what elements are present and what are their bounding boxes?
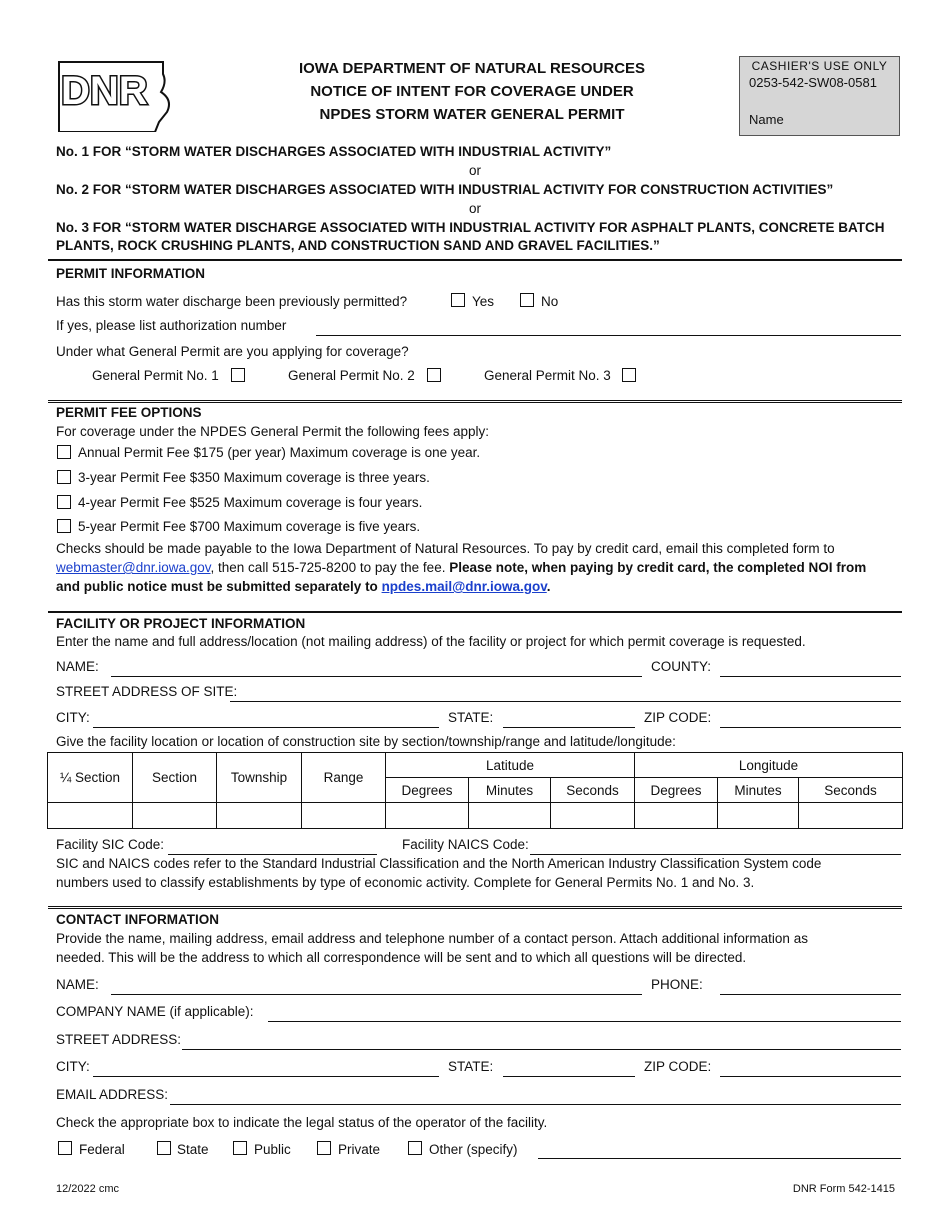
divider: [48, 400, 902, 403]
permit-no-3a: No. 3 FOR “STORM WATER DISCHARGE ASSOCIATED WITH INDUSTRIAL ACTIVITY FOR ASPHALT PLANTS, CONCRETE BATCH: [56, 220, 885, 235]
contact-name-field[interactable]: [111, 980, 642, 995]
contact-title: CONTACT INFORMATION: [56, 912, 219, 927]
fee-annual-checkbox[interactable]: [57, 445, 71, 459]
no-checkbox[interactable]: [520, 293, 534, 307]
yes-label: Yes: [472, 294, 495, 309]
state-label: State: [177, 1142, 209, 1157]
private-label: Private: [338, 1142, 381, 1157]
col-long-seconds: Seconds: [799, 778, 903, 803]
facility-name-label: NAME:: [56, 659, 99, 674]
col-latitude: Latitude: [386, 753, 635, 778]
naics-field[interactable]: [530, 840, 901, 855]
divider: [48, 611, 902, 613]
site-street-label: STREET ADDRESS OF SITE:: [56, 684, 238, 699]
company-name-field[interactable]: [268, 1007, 901, 1022]
contact-zip-label: ZIP CODE:: [644, 1059, 712, 1074]
contact-state-field[interactable]: [503, 1062, 635, 1077]
header-notice: NOTICE OF INTENT FOR COVERAGE UNDER: [310, 83, 634, 100]
location-table: [47, 752, 903, 829]
logo-text: DNR: [61, 69, 148, 113]
federal-checkbox[interactable]: [58, 1141, 72, 1155]
yes-checkbox[interactable]: [451, 293, 465, 307]
fee-3year-checkbox[interactable]: [57, 470, 71, 484]
permit-no-3b: PLANTS, ROCK CRUSHING PLANTS, AND CONSTRUCTION SAND AND GRAVEL FACILITIES.”: [56, 238, 660, 253]
cashier-name-label: Name: [749, 112, 784, 127]
other-checkbox[interactable]: [408, 1141, 422, 1155]
gp2-checkbox[interactable]: [427, 368, 441, 382]
contact-intro-1: Provide the name, mailing address, email address and telephone number of a contact person. Attach additional information as: [56, 931, 808, 946]
gp3-checkbox[interactable]: [622, 368, 636, 382]
federal-label: Federal: [79, 1142, 125, 1157]
or-text-2: or: [468, 201, 481, 216]
fee-5year-checkbox[interactable]: [57, 519, 71, 533]
cashier-code: 0253-542-SW08-0581: [749, 75, 877, 90]
legal-status-question: Check the appropriate box to indicate the legal status of the operator of the facility.: [56, 1115, 548, 1130]
gp1-checkbox[interactable]: [231, 368, 245, 382]
footer-date: 12/2022 cmc: [56, 1183, 119, 1195]
col-long-minutes: Minutes: [718, 778, 799, 803]
sic-field[interactable]: [168, 840, 377, 855]
input-long-seconds[interactable]: [799, 803, 903, 829]
facility-state-label: STATE:: [448, 710, 494, 725]
cashier-title: CASHIER'S USE ONLY: [751, 59, 888, 73]
webmaster-email-link[interactable]: webmaster@dnr.iowa.gov: [56, 560, 211, 575]
public-label: Public: [254, 1142, 291, 1157]
input-township[interactable]: [217, 803, 302, 829]
codes-note-2: numbers used to classify establishments by type of economic activity. Complete for General Permits No. 1 and No. 3.: [56, 875, 755, 890]
gp3-label: General Permit No. 3: [484, 368, 611, 383]
codes-note-1: SIC and NAICS codes refer to the Standard Industrial Classification and the North American Industry Classification System code: [56, 856, 822, 871]
permit-no-1: No. 1 FOR “STORM WATER DISCHARGES ASSOCIATED WITH INDUSTRIAL ACTIVITY”: [56, 144, 612, 159]
gp1-label: General Permit No. 1: [92, 368, 219, 383]
general-permit-question: Under what General Permit are you applying for coverage?: [56, 344, 409, 359]
facility-zip-field[interactable]: [720, 713, 901, 728]
contact-street-field[interactable]: [182, 1035, 901, 1050]
payment-note-3: and public notice must be submitted separately to npdes.mail@dnr.iowa.gov.: [56, 579, 551, 594]
contact-phone-field[interactable]: [720, 980, 901, 995]
payment-note-2: webmaster@dnr.iowa.gov, then call 515-725-8200 to pay the fee. Please note, when paying by credit card, the completed NOI from: [56, 560, 867, 575]
company-name-label: COMPANY NAME (if applicable):: [56, 1004, 254, 1019]
facility-state-field[interactable]: [503, 713, 635, 728]
other-specify-field[interactable]: [538, 1144, 901, 1159]
col-longitude: Longitude: [635, 753, 903, 778]
col-lat-seconds: Seconds: [551, 778, 635, 803]
state-checkbox[interactable]: [157, 1141, 171, 1155]
col-lat-degrees: Degrees: [386, 778, 469, 803]
contact-city-label: CITY:: [56, 1059, 90, 1074]
fee-annual-label: Annual Permit Fee $175 (per year) Maximum coverage is one year.: [78, 445, 481, 460]
header-agency: IOWA DEPARTMENT OF NATURAL RESOURCES: [298, 60, 646, 77]
facility-county-label: COUNTY:: [651, 659, 712, 674]
col-long-degrees: Degrees: [635, 778, 718, 803]
input-quarter-section[interactable]: [48, 803, 133, 829]
col-range: Range: [302, 753, 386, 803]
divider: [48, 259, 902, 261]
sic-label: Facility SIC Code:: [56, 837, 165, 852]
input-lat-minutes[interactable]: [469, 803, 551, 829]
col-quarter-section: ¼ Section: [48, 753, 133, 803]
npdes-email-link[interactable]: npdes.mail@dnr.iowa.gov: [381, 579, 547, 594]
permit-no-2: No. 2 FOR “STORM WATER DISCHARGES ASSOCIATED WITH INDUSTRIAL ACTIVITY FOR CONSTRUCTION ACTIVITIES”: [56, 182, 834, 197]
facility-city-field[interactable]: [93, 713, 439, 728]
contact-city-field[interactable]: [93, 1062, 439, 1077]
contact-street-label: STREET ADDRESS:: [56, 1032, 182, 1047]
fee-4year-label: 4-year Permit Fee $525 Maximum coverage is four years.: [78, 495, 423, 510]
auth-number-label: If yes, please list authorization number: [56, 318, 287, 333]
input-lat-degrees[interactable]: [386, 803, 469, 829]
facility-title: FACILITY OR PROJECT INFORMATION: [56, 616, 306, 631]
facility-city-label: CITY:: [56, 710, 90, 725]
other-label: Other (specify): [429, 1142, 518, 1157]
previous-permit-question: Has this storm water discharge been previously permitted?: [56, 294, 408, 309]
fee-intro: For coverage under the NPDES General Permit the following fees apply:: [56, 424, 489, 439]
contact-intro-2: needed. This will be the address to which all correspondence will be sent and to which all questions will be directed.: [56, 950, 747, 965]
facility-county-field[interactable]: [720, 662, 901, 677]
input-long-degrees[interactable]: [635, 803, 718, 829]
dnr-logo: [55, 56, 175, 132]
contact-phone-label: PHONE:: [651, 977, 703, 992]
col-lat-minutes: Minutes: [469, 778, 551, 803]
gp2-label: General Permit No. 2: [288, 368, 415, 383]
contact-state-label: STATE:: [448, 1059, 494, 1074]
fee-5year-label: 5-year Permit Fee $700 Maximum coverage is five years.: [78, 519, 421, 534]
input-long-minutes[interactable]: [718, 803, 799, 829]
fee-3year-label: 3-year Permit Fee $350 Maximum coverage is three years.: [78, 470, 430, 485]
public-checkbox[interactable]: [233, 1141, 247, 1155]
private-checkbox[interactable]: [317, 1141, 331, 1155]
contact-email-field[interactable]: [170, 1090, 901, 1105]
contact-name-label: NAME:: [56, 977, 99, 992]
or-text-1: or: [468, 163, 481, 178]
input-section[interactable]: [133, 803, 217, 829]
permit-info-title: PERMIT INFORMATION: [56, 266, 205, 281]
auth-number-field[interactable]: [316, 321, 901, 336]
footer-form-number: DNR Form 542-1415: [792, 1183, 895, 1195]
naics-label: Facility NAICS Code:: [402, 837, 529, 852]
input-lat-seconds[interactable]: [551, 803, 635, 829]
cashier-box: [739, 56, 900, 136]
facility-zip-label: ZIP CODE:: [644, 710, 712, 725]
col-section: Section: [133, 753, 217, 803]
payment-note-1: Checks should be made payable to the Iowa Department of Natural Resources. To pay by credit card, email this completed form to: [56, 541, 835, 556]
contact-email-label: EMAIL ADDRESS:: [56, 1087, 169, 1102]
location-intro: Give the facility location or location of construction site by section/township/range and latitude/longitude:: [56, 734, 676, 749]
col-township: Township: [217, 753, 302, 803]
fee-options-title: PERMIT FEE OPTIONS: [56, 405, 202, 420]
no-label: No: [541, 294, 559, 309]
header-permit: NPDES STORM WATER GENERAL PERMIT: [319, 106, 625, 123]
divider: [48, 906, 902, 909]
input-range[interactable]: [302, 803, 386, 829]
fee-4year-checkbox[interactable]: [57, 495, 71, 509]
site-street-field[interactable]: [230, 687, 901, 702]
contact-zip-field[interactable]: [720, 1062, 901, 1077]
facility-intro: Enter the name and full address/location (not mailing address) of the facility or project for which permit coverage is requested.: [56, 634, 806, 649]
facility-name-field[interactable]: [111, 662, 642, 677]
